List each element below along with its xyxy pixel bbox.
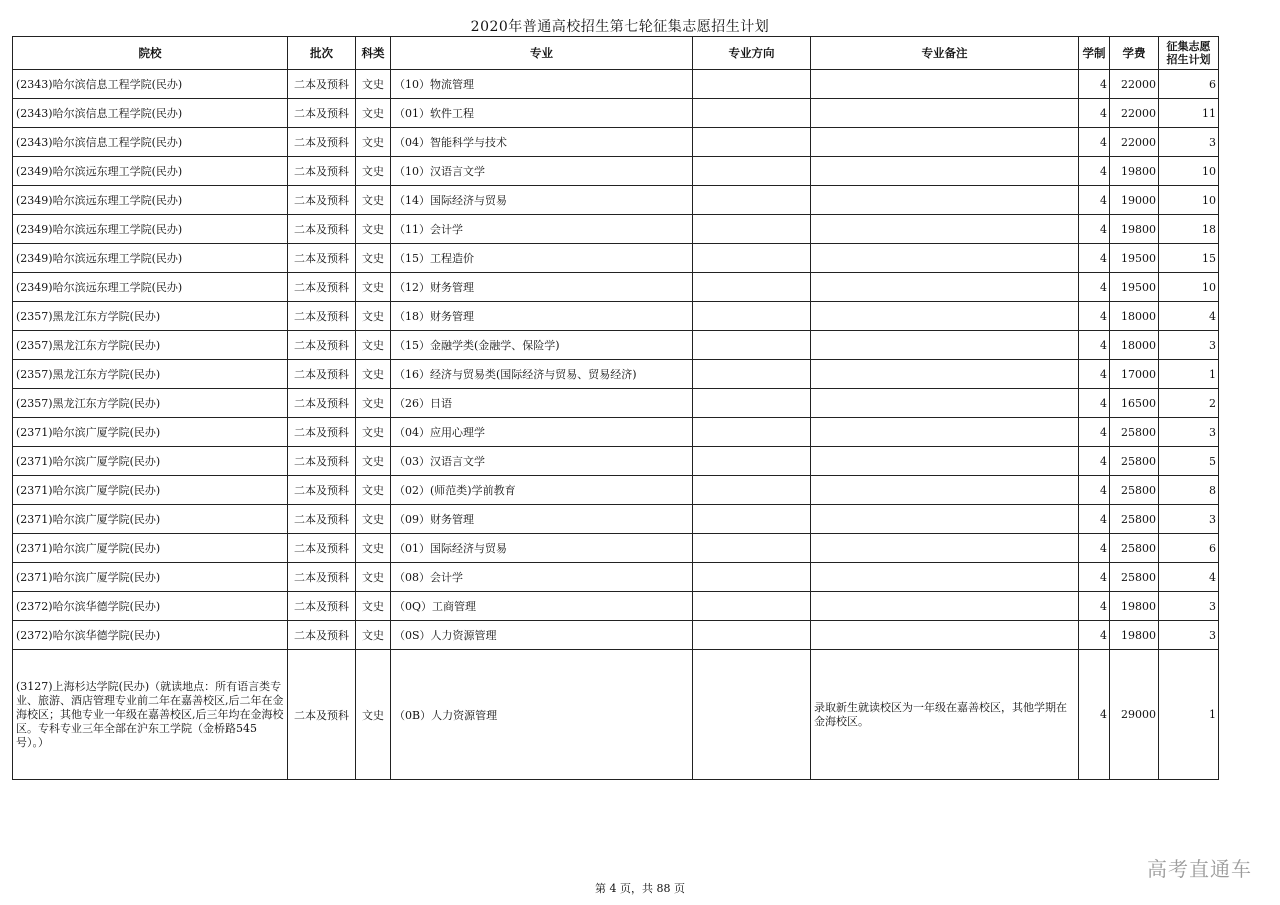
cell-batch: 二本及预科 <box>288 447 356 476</box>
cell-years: 4 <box>1079 563 1110 592</box>
cell-direction <box>693 244 811 273</box>
cell-direction <box>693 273 811 302</box>
cell-direction <box>693 389 811 418</box>
cell-years: 4 <box>1079 157 1110 186</box>
table-body <box>13 70 1219 780</box>
cell-direction <box>693 621 811 650</box>
cell-plan: 3 <box>1159 592 1219 621</box>
cell-batch: 二本及预科 <box>288 157 356 186</box>
cell-school: (2349)哈尔滨远东理工学院(民办) <box>13 186 288 215</box>
table-row <box>13 99 1219 128</box>
cell-school: (2357)黑龙江东方学院(民办) <box>13 302 288 331</box>
cell-fee: 22000 <box>1110 128 1159 157</box>
cell-major: （16）经济与贸易类(国际经济与贸易、贸易经济) <box>391 360 693 389</box>
cell-direction <box>693 302 811 331</box>
cell-category: 文史 <box>356 244 391 273</box>
cell-school: (2349)哈尔滨远东理工学院(民办) <box>13 273 288 302</box>
cell-batch: 二本及预科 <box>288 621 356 650</box>
cell-category: 文史 <box>356 70 391 99</box>
cell-years: 4 <box>1079 186 1110 215</box>
header-plan: 征集志愿招生计划 <box>1159 37 1219 70</box>
cell-major: （14）国际经济与贸易 <box>391 186 693 215</box>
cell-plan: 3 <box>1159 621 1219 650</box>
cell-major: （11）会计学 <box>391 215 693 244</box>
cell-major: （04）应用心理学 <box>391 418 693 447</box>
cell-plan: 10 <box>1159 186 1219 215</box>
cell-years: 4 <box>1079 215 1110 244</box>
cell-direction <box>693 99 811 128</box>
cell-fee: 22000 <box>1110 70 1159 99</box>
cell-plan: 15 <box>1159 244 1219 273</box>
cell-direction <box>693 418 811 447</box>
cell-note <box>811 418 1079 447</box>
cell-school: (2343)哈尔滨信息工程学院(民办) <box>13 128 288 157</box>
cell-years: 4 <box>1079 99 1110 128</box>
cell-years: 4 <box>1079 650 1110 780</box>
cell-school: (2349)哈尔滨远东理工学院(民办) <box>13 157 288 186</box>
cell-years: 4 <box>1079 592 1110 621</box>
cell-fee: 25800 <box>1110 563 1159 592</box>
cell-major: （02）(师范类)学前教育 <box>391 476 693 505</box>
table-row <box>13 186 1219 215</box>
cell-batch: 二本及预科 <box>288 563 356 592</box>
cell-fee: 19800 <box>1110 215 1159 244</box>
cell-direction <box>693 157 811 186</box>
cell-note <box>811 273 1079 302</box>
cell-major: （03）汉语言文学 <box>391 447 693 476</box>
cell-note <box>811 331 1079 360</box>
cell-major: （01）国际经济与贸易 <box>391 534 693 563</box>
table-row <box>13 128 1219 157</box>
cell-fee: 22000 <box>1110 99 1159 128</box>
cell-years: 4 <box>1079 505 1110 534</box>
cell-batch: 二本及预科 <box>288 418 356 447</box>
cell-years: 4 <box>1079 244 1110 273</box>
cell-note <box>811 563 1079 592</box>
cell-direction <box>693 128 811 157</box>
cell-fee: 18000 <box>1110 331 1159 360</box>
enrollment-plan-table <box>12 36 1219 780</box>
cell-note <box>811 99 1079 128</box>
cell-batch: 二本及预科 <box>288 128 356 157</box>
cell-school: (2357)黑龙江东方学院(民办) <box>13 389 288 418</box>
cell-fee: 19500 <box>1110 273 1159 302</box>
cell-major: （15）金融学类(金融学、保险学) <box>391 331 693 360</box>
cell-note <box>811 70 1079 99</box>
header-years: 学制 <box>1079 37 1110 70</box>
watermark: 高考直通车 <box>1147 857 1252 881</box>
cell-years: 4 <box>1079 389 1110 418</box>
cell-category: 文史 <box>356 157 391 186</box>
cell-fee: 25800 <box>1110 418 1159 447</box>
table-row <box>13 157 1219 186</box>
header-category: 科类 <box>356 37 391 70</box>
cell-fee: 19800 <box>1110 592 1159 621</box>
cell-direction <box>693 563 811 592</box>
cell-note <box>811 534 1079 563</box>
cell-plan: 6 <box>1159 534 1219 563</box>
cell-category: 文史 <box>356 592 391 621</box>
cell-category: 文史 <box>356 621 391 650</box>
cell-plan: 4 <box>1159 302 1219 331</box>
cell-batch: 二本及预科 <box>288 534 356 563</box>
cell-major: （0B）人力资源管理 <box>391 650 693 780</box>
cell-category: 文史 <box>356 128 391 157</box>
cell-fee: 17000 <box>1110 360 1159 389</box>
header-direction: 专业方向 <box>693 37 811 70</box>
table-header-row <box>13 37 1219 70</box>
cell-major: （09）财务管理 <box>391 505 693 534</box>
cell-note: 录取新生就读校区为一年级在嘉善校区，其他学期在金海校区。 <box>811 650 1079 780</box>
cell-major: （18）财务管理 <box>391 302 693 331</box>
table-row <box>13 244 1219 273</box>
cell-note <box>811 186 1079 215</box>
cell-school: (3127)上海杉达学院(民办)（就读地点：所有语言类专业、旅游、酒店管理专业前二年在嘉善校区,后二年在金海校区；其他专业一年级在嘉善校区,后三年均在金海校区。专科专业三年全部在沪东工学院（金桥路545号）。） <box>13 650 288 780</box>
cell-category: 文史 <box>356 389 391 418</box>
table-row <box>13 592 1219 621</box>
table-row <box>13 418 1219 447</box>
cell-major: （08）会计学 <box>391 563 693 592</box>
cell-batch: 二本及预科 <box>288 215 356 244</box>
cell-major: （10）物流管理 <box>391 70 693 99</box>
cell-category: 文史 <box>356 215 391 244</box>
cell-fee: 25800 <box>1110 534 1159 563</box>
cell-fee: 18000 <box>1110 302 1159 331</box>
table-row <box>13 621 1219 650</box>
cell-direction <box>693 331 811 360</box>
cell-school: (2349)哈尔滨远东理工学院(民办) <box>13 244 288 273</box>
cell-note <box>811 447 1079 476</box>
cell-batch: 二本及预科 <box>288 273 356 302</box>
table-row <box>13 215 1219 244</box>
cell-batch: 二本及预科 <box>288 360 356 389</box>
cell-major: （01）软件工程 <box>391 99 693 128</box>
cell-batch: 二本及预科 <box>288 186 356 215</box>
cell-school: (2372)哈尔滨华德学院(民办) <box>13 621 288 650</box>
cell-plan: 10 <box>1159 157 1219 186</box>
cell-school: (2371)哈尔滨广厦学院(民办) <box>13 447 288 476</box>
cell-direction <box>693 186 811 215</box>
cell-school: (2371)哈尔滨广厦学院(民办) <box>13 476 288 505</box>
cell-fee: 19500 <box>1110 244 1159 273</box>
table-row <box>13 505 1219 534</box>
cell-note <box>811 476 1079 505</box>
cell-note <box>811 302 1079 331</box>
cell-plan: 3 <box>1159 418 1219 447</box>
cell-note <box>811 621 1079 650</box>
cell-fee: 19800 <box>1110 157 1159 186</box>
cell-major: （04）智能科学与技术 <box>391 128 693 157</box>
cell-category: 文史 <box>356 331 391 360</box>
header-batch: 批次 <box>288 37 356 70</box>
cell-years: 4 <box>1079 418 1110 447</box>
cell-school: (2349)哈尔滨远东理工学院(民办) <box>13 215 288 244</box>
table-row <box>13 389 1219 418</box>
cell-years: 4 <box>1079 534 1110 563</box>
cell-direction <box>693 70 811 99</box>
cell-school: (2343)哈尔滨信息工程学院(民办) <box>13 70 288 99</box>
cell-years: 4 <box>1079 360 1110 389</box>
cell-years: 4 <box>1079 273 1110 302</box>
cell-batch: 二本及预科 <box>288 592 356 621</box>
cell-plan: 2 <box>1159 389 1219 418</box>
table-row <box>13 70 1219 99</box>
cell-years: 4 <box>1079 476 1110 505</box>
cell-fee: 19000 <box>1110 186 1159 215</box>
cell-plan: 18 <box>1159 215 1219 244</box>
page-number: 第 4 页，共 88 页 <box>595 882 685 895</box>
cell-note <box>811 244 1079 273</box>
cell-school: (2371)哈尔滨广厦学院(民办) <box>13 418 288 447</box>
cell-category: 文史 <box>356 534 391 563</box>
cell-note <box>811 157 1079 186</box>
cell-direction <box>693 534 811 563</box>
cell-category: 文史 <box>356 273 391 302</box>
cell-school: (2357)黑龙江东方学院(民办) <box>13 360 288 389</box>
header-note: 专业备注 <box>811 37 1079 70</box>
cell-direction <box>693 592 811 621</box>
cell-category: 文史 <box>356 476 391 505</box>
cell-plan: 1 <box>1159 360 1219 389</box>
cell-batch: 二本及预科 <box>288 650 356 780</box>
cell-major: （0S）人力资源管理 <box>391 621 693 650</box>
cell-fee: 19800 <box>1110 621 1159 650</box>
cell-category: 文史 <box>356 360 391 389</box>
table-row <box>13 302 1219 331</box>
cell-school: (2371)哈尔滨广厦学院(民办) <box>13 505 288 534</box>
cell-note <box>811 592 1079 621</box>
cell-school: (2372)哈尔滨华德学院(民办) <box>13 592 288 621</box>
cell-batch: 二本及预科 <box>288 476 356 505</box>
cell-category: 文史 <box>356 447 391 476</box>
table-row <box>13 476 1219 505</box>
cell-note <box>811 360 1079 389</box>
cell-plan: 6 <box>1159 70 1219 99</box>
table-row <box>13 360 1219 389</box>
cell-direction <box>693 215 811 244</box>
cell-batch: 二本及预科 <box>288 244 356 273</box>
table-row <box>13 331 1219 360</box>
cell-category: 文史 <box>356 186 391 215</box>
cell-category: 文史 <box>356 418 391 447</box>
cell-category: 文史 <box>356 302 391 331</box>
table-row <box>13 534 1219 563</box>
cell-major: （10）汉语言文学 <box>391 157 693 186</box>
cell-plan: 3 <box>1159 331 1219 360</box>
cell-fee: 25800 <box>1110 447 1159 476</box>
cell-plan: 4 <box>1159 563 1219 592</box>
page-title: 2020年普通高校招生第七轮征集志愿招生计划 <box>470 19 770 35</box>
cell-plan: 1 <box>1159 650 1219 780</box>
cell-fee: 25800 <box>1110 476 1159 505</box>
cell-years: 4 <box>1079 302 1110 331</box>
cell-plan: 3 <box>1159 505 1219 534</box>
cell-note <box>811 389 1079 418</box>
cell-plan: 3 <box>1159 128 1219 157</box>
cell-years: 4 <box>1079 70 1110 99</box>
cell-batch: 二本及预科 <box>288 331 356 360</box>
cell-plan: 8 <box>1159 476 1219 505</box>
cell-category: 文史 <box>356 505 391 534</box>
cell-direction <box>693 476 811 505</box>
header-fee: 学费 <box>1110 37 1159 70</box>
table-row <box>13 563 1219 592</box>
cell-major: （15）工程造价 <box>391 244 693 273</box>
cell-fee: 16500 <box>1110 389 1159 418</box>
table-row <box>13 447 1219 476</box>
cell-note <box>811 215 1079 244</box>
cell-major: （0Q）工商管理 <box>391 592 693 621</box>
cell-batch: 二本及预科 <box>288 99 356 128</box>
header-school: 院校 <box>13 37 288 70</box>
cell-major: （26）日语 <box>391 389 693 418</box>
cell-batch: 二本及预科 <box>288 70 356 99</box>
cell-category: 文史 <box>356 563 391 592</box>
cell-category: 文史 <box>356 99 391 128</box>
table-row <box>13 273 1219 302</box>
cell-school: (2371)哈尔滨广厦学院(民办) <box>13 563 288 592</box>
cell-major: （12）财务管理 <box>391 273 693 302</box>
cell-batch: 二本及预科 <box>288 505 356 534</box>
cell-fee: 29000 <box>1110 650 1159 780</box>
cell-direction <box>693 505 811 534</box>
cell-years: 4 <box>1079 447 1110 476</box>
cell-years: 4 <box>1079 128 1110 157</box>
table-row <box>13 650 1219 780</box>
cell-school: (2357)黑龙江东方学院(民办) <box>13 331 288 360</box>
cell-direction <box>693 650 811 780</box>
cell-batch: 二本及预科 <box>288 302 356 331</box>
cell-note <box>811 128 1079 157</box>
cell-note <box>811 505 1079 534</box>
cell-school: (2371)哈尔滨广厦学院(民办) <box>13 534 288 563</box>
cell-batch: 二本及预科 <box>288 389 356 418</box>
cell-plan: 5 <box>1159 447 1219 476</box>
cell-school: (2343)哈尔滨信息工程学院(民办) <box>13 99 288 128</box>
cell-years: 4 <box>1079 621 1110 650</box>
cell-direction <box>693 360 811 389</box>
cell-category: 文史 <box>356 650 391 780</box>
cell-years: 4 <box>1079 331 1110 360</box>
cell-fee: 25800 <box>1110 505 1159 534</box>
cell-plan: 11 <box>1159 99 1219 128</box>
header-major: 专业 <box>391 37 693 70</box>
cell-plan: 10 <box>1159 273 1219 302</box>
cell-direction <box>693 447 811 476</box>
